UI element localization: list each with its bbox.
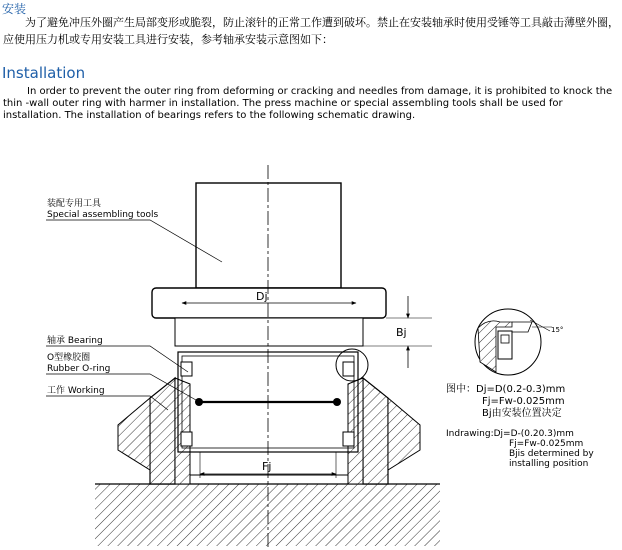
assembly-tool — [152, 183, 386, 346]
section-title-zh: 安装 — [2, 2, 27, 16]
tool-label-zh: 装配专用工具 — [47, 199, 102, 209]
dj-label: Dj — [256, 290, 268, 303]
note-zh-2: Fj=Fw-0.025mm — [482, 396, 565, 407]
oring-label-zh: O型橡胶圈 — [47, 353, 91, 363]
working-label: 工作 Working — [47, 386, 105, 396]
section-text-zh: 为了避免冲压外圈产生局部变形或脆裂，防止滚针的正常工作遭到破坏。禁止在安装轴承时使用受锤等工具敲击薄壁外圈，应使用压力机或专用安装工具进行安装，参考轴承安装示意图如下： — [3, 16, 619, 46]
fj-label: Fj — [262, 460, 272, 473]
notes — [446, 382, 594, 469]
note-en-3: Bjis determined by — [509, 449, 594, 459]
section-title-en: Installation — [2, 64, 86, 82]
angle-label: 15° — [551, 326, 564, 334]
o-ring-right — [333, 398, 341, 406]
tool-label-en: Special assembling tools — [47, 210, 159, 220]
note-zh-3: Bj由安装位置决定 — [482, 408, 562, 419]
note-zh-1: 图中：Dj=D(0.2-0.3)mm — [446, 384, 566, 395]
note-en-1: Indrawing:Dj=D-(0.20.3)mm — [446, 429, 574, 439]
oring-label-en: Rubber O-ring — [47, 364, 111, 374]
note-en-2: Fj=Fw-0.025mm — [509, 439, 584, 449]
detail-view — [475, 309, 563, 375]
bj-label: Bj — [396, 326, 407, 339]
section-text-en: In order to prevent the outer ring from deforming or cracking and needles from damage, it is prohibited to knock the thin -wall outer ring with harmer in installation. The press machine or special assembling tools shall be used for installation. The installation of bearings refers to the following schematic drawing. — [3, 86, 613, 121]
o-ring-left — [195, 398, 203, 406]
note-en-4: installing position — [509, 459, 589, 469]
fj-dimension — [200, 452, 336, 478]
bearing-label: 轴承 Bearing — [47, 336, 103, 346]
base-hatch — [95, 484, 440, 546]
